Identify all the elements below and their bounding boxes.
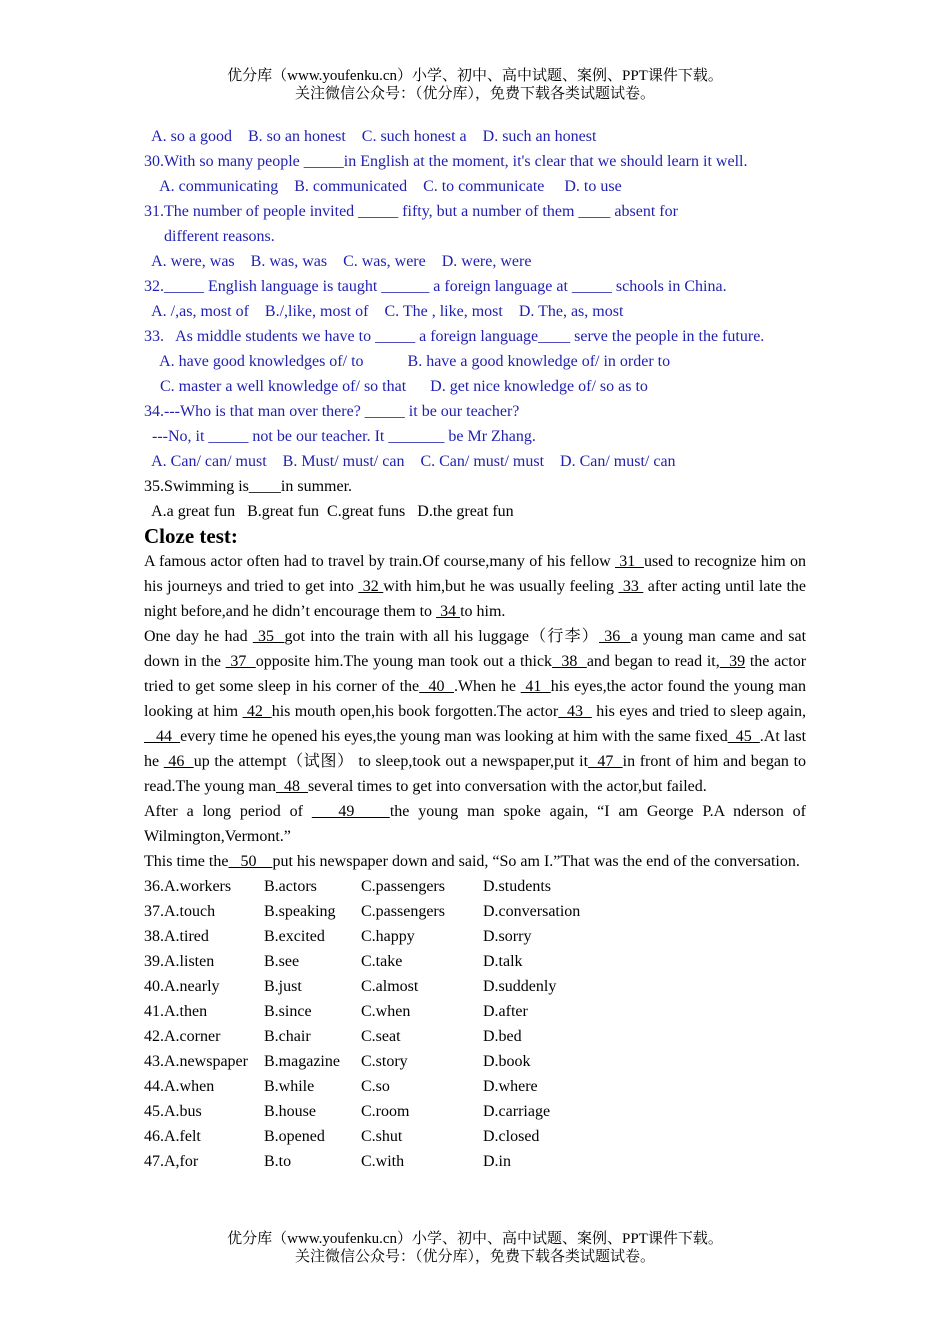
cloze-paragraph-3: After a long period of 49 the young man spoke again, “I am George P.A nderson of Wilmington,Vermont.” [144,803,807,845]
blank-50: 50 [228,853,273,870]
question-35: 35.Swimming is____in summer. [144,478,353,495]
blank-34: 34 [436,603,461,620]
question-34-cont: ---No, it _____ not be our teacher. It _______ be Mr Zhang. [144,428,536,445]
cloze-options-list [144,874,806,1174]
question-32: 32._____ English language is taught ______ a foreign language at _____ schools in China. [144,278,727,295]
question-30-options: A. communicating B. communicated C. to communicate D. to use [144,178,622,195]
options-row-46: 46.A.felt B.opened C.shut D.closed [144,1128,540,1145]
page-header [0,67,950,103]
options-row-40: 40.A.nearly B.just C.almost D.suddenly [144,978,557,995]
question-32-options: A. /,as, most of B./,like, most of C. The , like, most D. The, as, most [144,303,624,320]
cloze-paragraph-4: This time the 50 put his newspaper down and said, “So am I.”That was the end of the conversation. [144,853,800,870]
question-33-options-cd: C. master a well knowledge of/ so that D. get nice knowledge of/ so as to [144,378,648,395]
blank-44: 44 [144,728,181,745]
question-31: 31.The number of people invited _____ fifty, but a number of them ____ absent for [144,203,678,220]
options-row-39: 39.A.listen B.see C.take D.talk [144,953,523,970]
cloze-paragraph-2: One day he had 35 got into the train with all his luggage（行李） 36 a young man came and sat down in the 37 opposite him.The young man took out a thick 38 and began to read it, 39 the actor tried to get some sleep in his corner of the 40 .When he 41 his eyes,the actor found the young man looking at him 42 his mouth open,his book forgotten.The actor 43 his eyes and tried to sleep again, 44 every time he opened his eyes,the young man was looking at him with the same fixed 45 .At last he 46 up the attempt（试图） to sleep,took out a newspaper,put it 47 in front of him and began to read.The young man 48 several times to get into conversation with the actor,but failed. [144,628,807,795]
blank-46: 46 [163,753,194,770]
cloze-paragraph-1: A famous actor often had to travel by train.Of course,many of his fellow 31 used to recognize him on his journeys and tried to get into 32 with him,but he was usually feeling 33 after acting until late the night before,and he didn’t encourage them to 34 to him. [144,553,807,620]
blank-31: 31 [615,553,644,570]
question-29-options: A. so a good B. so an honest C. such honest a D. such an honest [144,128,597,145]
page-content [144,124,806,1174]
blank-41: 41 [520,678,551,695]
blank-37: 37 [225,653,256,670]
options-row-43: 43.A.newspaper B.magazine C.story D.book [144,1053,531,1070]
blank-43: 43 [558,703,592,720]
options-row-37: 37.A.touch B.speaking C.passengers D.conversation [144,903,581,920]
blank-40: 40 [419,678,454,695]
blank-45: 45 [727,728,760,745]
blank-47: 47 [588,753,623,770]
blank-32: 32 [358,578,384,595]
blank-36: 36 [599,628,631,645]
options-row-36: 36.A.workers B.actors C.passengers D.students [144,878,551,895]
header-line-2: 关注微信公众号：（优分库），免费下载各类试题试卷。 [294,86,655,102]
blank-42: 42 [242,703,272,720]
blank-49: 49 [311,803,390,820]
cloze-title: Cloze test: [144,524,238,548]
question-30: 30.With so many people _____in English at the moment, it's clear that we should learn it well. [144,153,748,170]
options-row-45: 45.A.bus B.house C.room D.carriage [144,1103,551,1120]
footer-line-1: 优分库（www.youfenku.cn）小学、初中、高中试题、案例、PPT课件下载。 [227,1231,723,1247]
blank-39: 39 [719,653,746,670]
header-line-1: 优分库（www.youfenku.cn）小学、初中、高中试题、案例、PPT课件下载。 [227,68,723,84]
options-row-42: 42.A.corner B.chair C.seat D.bed [144,1028,522,1045]
question-35-options: A.a great fun B.great fun C.great funs D.the great fun [144,503,514,520]
footer-line-2: 关注微信公众号：（优分库），免费下载各类试题试卷。 [294,1249,655,1265]
question-33: 33. As middle students we have to _____ a foreign language____ serve the people in the future. [144,328,765,345]
question-list [144,124,806,524]
blank-48: 48 [275,778,308,795]
question-31-cont: different reasons. [144,228,275,245]
question-33-options-ab: A. have good knowledges of/ to B. have a good knowledge of/ in order to [144,353,671,370]
blank-38: 38 [552,653,587,670]
blank-35: 35 [252,628,285,645]
question-34-options: A. Can/ can/ must B. Must/ must/ can C. Can/ must/ must D. Can/ must/ can [144,453,676,470]
options-row-38: 38.A.tired B.excited C.happy D.sorry [144,928,532,945]
blank-33: 33 [618,578,644,595]
page-footer [0,1230,950,1266]
question-34: 34.---Who is that man over there? _____ it be our teacher? [144,403,520,420]
options-row-41: 41.A.then B.since C.when D.after [144,1003,528,1020]
options-row-44: 44.A.when B.while C.so D.where [144,1078,538,1095]
options-row-47: 47.A,for B.to C.with D.in [144,1153,511,1170]
question-31-options: A. were, was B. was, was C. was, were D. were, were [144,253,532,270]
